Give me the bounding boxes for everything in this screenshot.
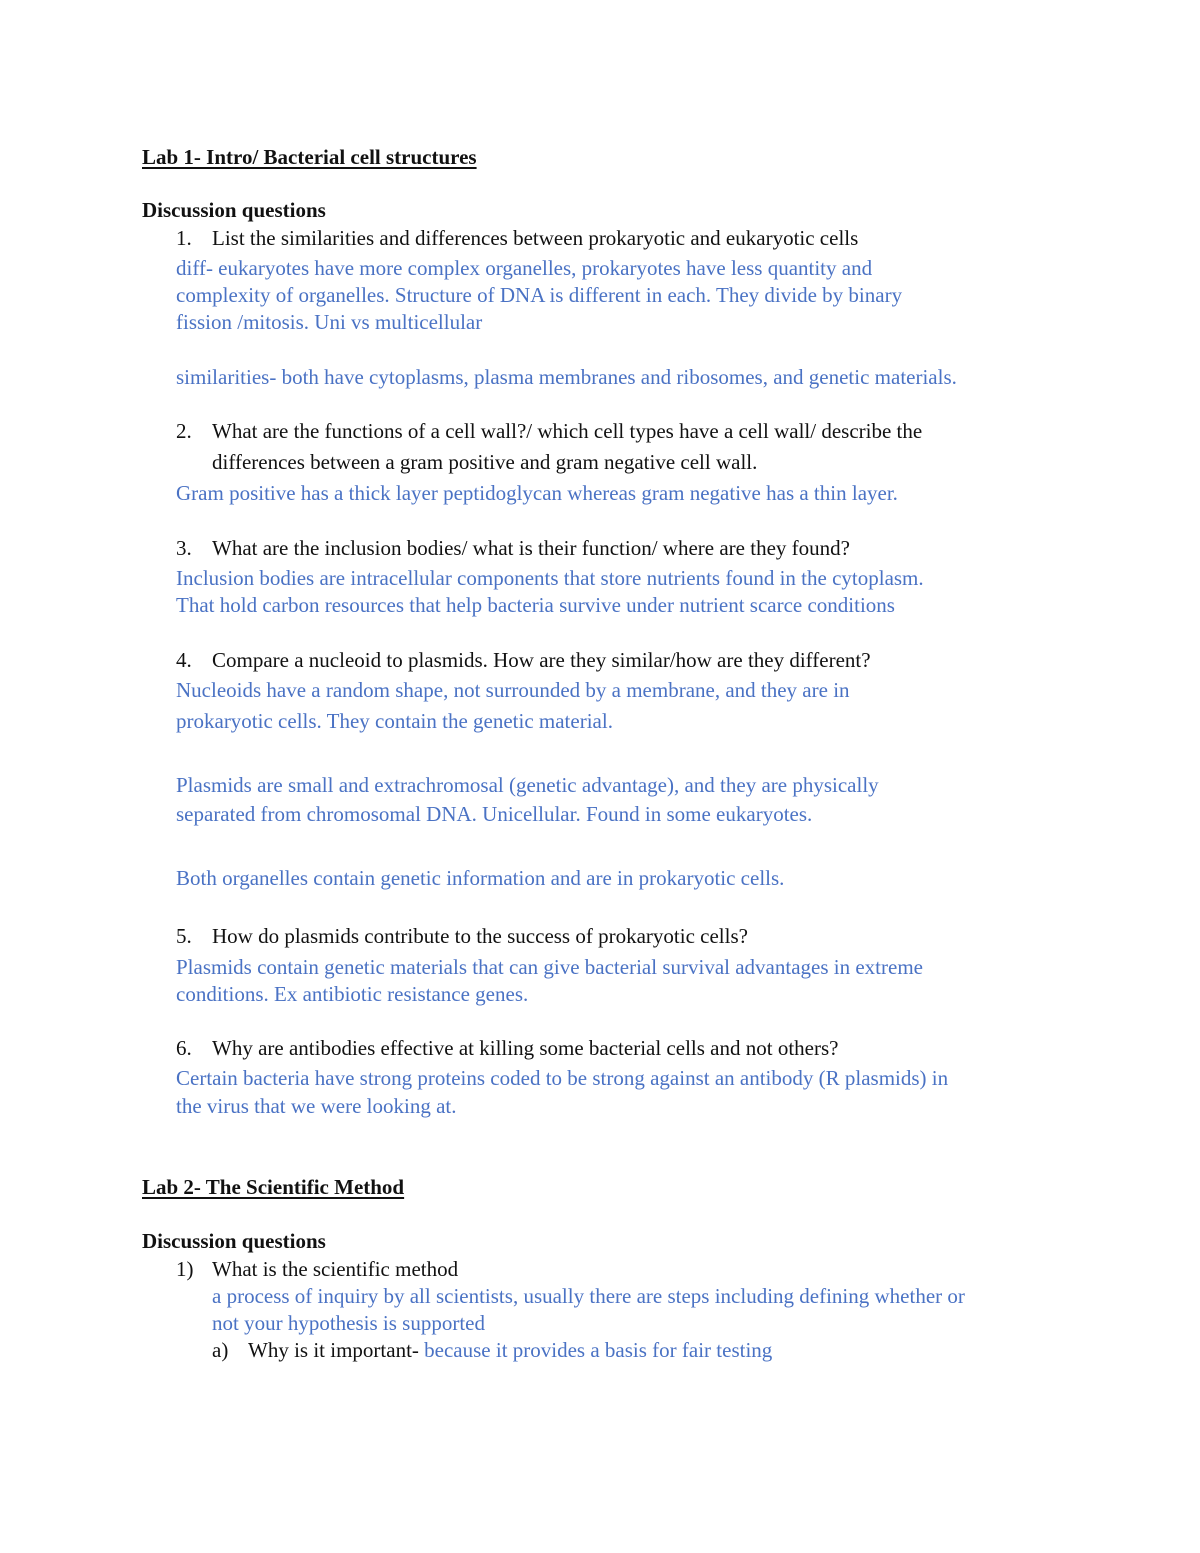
q5-answer-line: conditions. Ex antibiotic resistance genes. [176,982,529,1006]
lab2-q1a-answer: because it provides a basis for fair testing [424,1338,773,1362]
q2-answer: Gram positive has a thick layer peptidoglycan whereas gram negative has a thin layer. [176,481,898,505]
lab2-heading: Lab 2- The Scientific Method [142,1175,405,1199]
lab2-q1-question: What is the scientific method [212,1257,459,1281]
q1-question: List the similarities and differences between prokaryotic and eukaryotic cells [212,226,859,250]
q2-question-line: differences between a gram positive and gram negative cell wall. [212,450,758,474]
q6-answer-line: Certain bacteria have strong proteins coded to be strong against an antibody (R plasmids) in [176,1066,949,1090]
q3-number: 3. [176,536,192,560]
q6-question: Why are antibodies effective at killing some bacterial cells and not others? [212,1036,839,1060]
q3-answer-line: Inclusion bodies are intracellular components that store nutrients found in the cytoplasm. [176,566,924,590]
q4-number: 4. [176,648,192,672]
q5-number: 5. [176,924,192,948]
q1-answer-line: complexity of organelles. Structure of DNA is different in each. They divide by binary [176,283,903,307]
q4-answer-line: separated from chromosomal DNA. Unicellular. Found in some eukaryotes. [176,802,813,826]
q5-answer-line: Plasmids contain genetic materials that can give bacterial survival advantages in extreme [176,955,923,979]
q4-answer-line: Both organelles contain genetic information and are in prokaryotic cells. [176,866,785,890]
lab1-heading: Lab 1- Intro/ Bacterial cell structures [142,145,477,169]
q1-number: 1. [176,226,192,250]
q6-number: 6. [176,1036,192,1060]
q4-answer-line: Nucleoids have a random shape, not surrounded by a membrane, and they are in [176,678,850,702]
lab2-q1a-row [248,1340,772,1361]
lab2-q1a-number: a) [212,1338,229,1362]
q2-question-line: What are the functions of a cell wall?/ which cell types have a cell wall/ describe the [212,419,923,443]
q1-answer-line: diff- eukaryotes have more complex organelles, prokaryotes have less quantity and [176,256,873,280]
q3-answer-line: That hold carbon resources that help bacteria survive under nutrient scarce conditions [176,593,895,617]
lab2-q1-answer-line: not your hypothesis is supported [212,1311,485,1335]
lab2-discussion-heading: Discussion questions [142,1229,326,1253]
lab1-discussion-heading: Discussion questions [142,198,326,222]
q5-question: How do plasmids contribute to the success of prokaryotic cells? [212,924,748,948]
q1-answer-line: fission /mitosis. Uni vs multicellular [176,310,483,334]
q3-question: What are the inclusion bodies/ what is their function/ where are they found? [212,536,850,560]
lab2-q1-number: 1) [176,1257,194,1281]
q2-number: 2. [176,419,192,443]
q4-answer-line: prokaryotic cells. They contain the genetic material. [176,709,613,733]
q4-answer-line: Plasmids are small and extrachromosal (genetic advantage), and they are physically [176,773,879,797]
q6-answer-line: the virus that we were looking at. [176,1094,457,1118]
q1-answer-similarities: similarities- both have cytoplasms, plasma membranes and ribosomes, and genetic materials. [176,365,957,389]
q4-question: Compare a nucleoid to plasmids. How are they similar/how are they different? [212,648,871,672]
lab2-q1-answer-line: a process of inquiry by all scientists, usually there are steps including defining whether or [212,1284,965,1308]
lab2-q1a-question: Why is it important- [248,1338,419,1362]
